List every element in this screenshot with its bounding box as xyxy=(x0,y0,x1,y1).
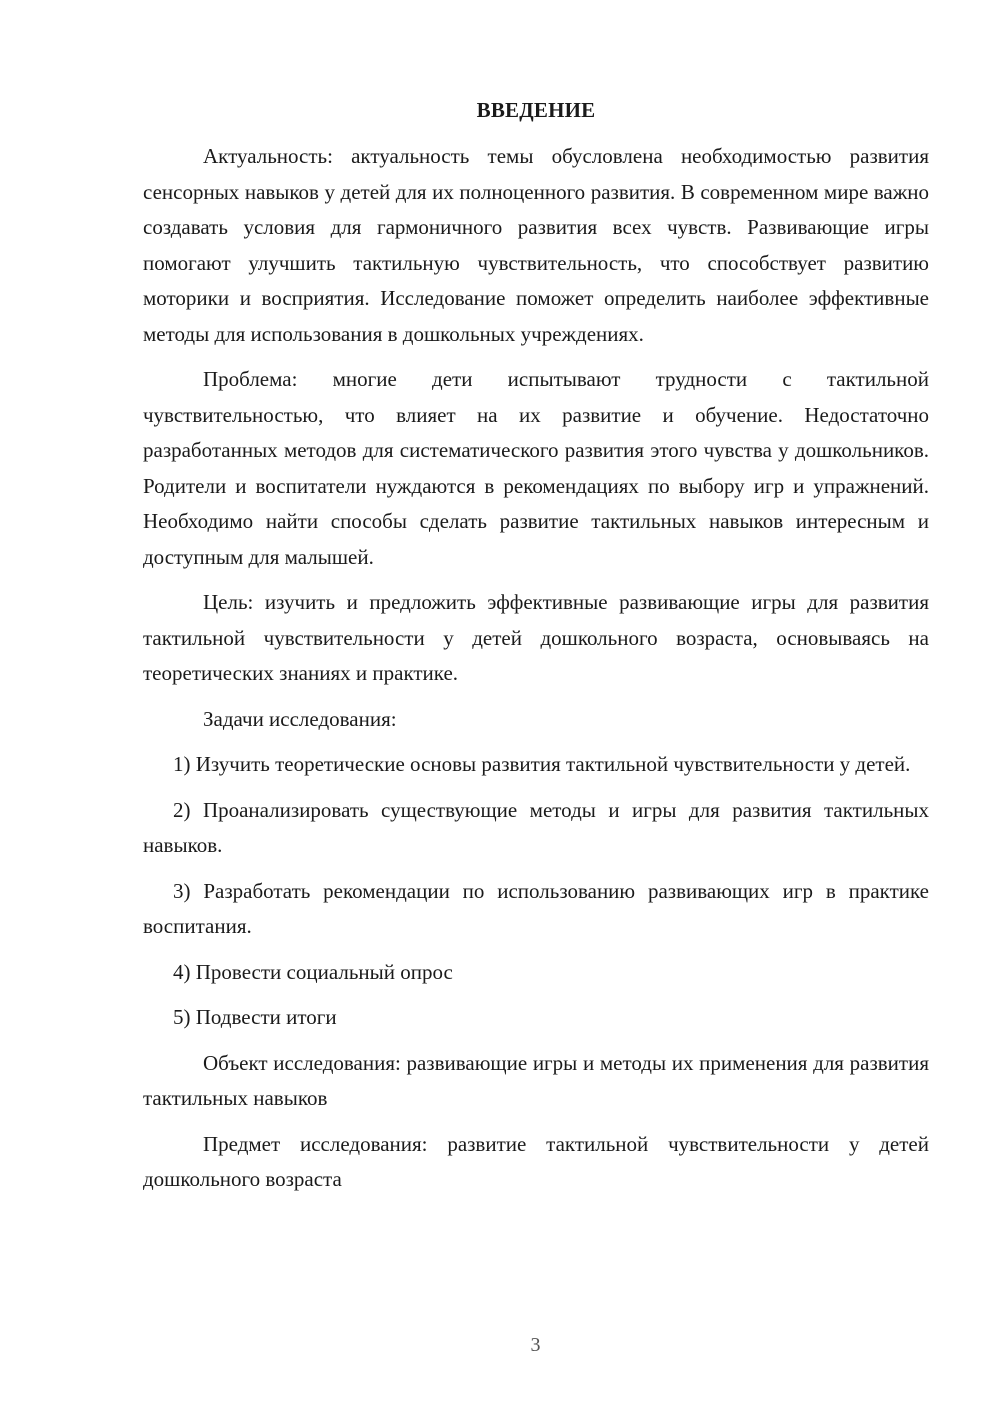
task-item-1: 1) Изучить теоретические основы развития тактильной чувствительности у детей. xyxy=(173,752,911,776)
tasks-heading: Задачи исследования: xyxy=(203,706,397,731)
paragraph-object: Объект исследования: развивающие игры и методы их применения для развития тактильных навыков xyxy=(143,1050,929,1110)
paragraph-goal: Цель: изучить и предложить эффективные развивающие игры для развития тактильной чувствительности у детей дошкольного возраста, основываясь на теоретических знаниях и практике. xyxy=(143,590,929,685)
paragraph-relevance: Актуальность: актуальность темы обусловлена необходимостью развития сенсорных навыков у детей для их полноценного развития. В современном мире важно создавать условия для гармоничного развития всех чувств. Развивающие игры помогают улучшить тактильную чувствительность, что способствует развитию моторики и восприятия. Исследование поможет определить наиболее эффективные методы для использования в дошкольных учреждениях. xyxy=(143,144,929,346)
task-item-4: 4) Провести социальный опрос xyxy=(173,959,453,984)
task-item-5: 5) Подвести итоги xyxy=(173,1005,337,1029)
paragraph-problem: Проблема: многие дети испытывают трудности с тактильной чувствительностью, что влияет на их развитие и обучение. Недостаточно разработанных методов для систематического развития этого чувства у дошкольников. Родители и воспитатели нуждаются в рекомендациях по выбору игр и упражнений. Необходимо найти способы сделать развитие тактильных навыков интересным и доступным для малышей. xyxy=(143,367,929,569)
page-number: 3 xyxy=(530,1334,541,1356)
paragraph-subject: Предмет исследования: развитие тактильной чувствительности у детей дошкольного возраста xyxy=(143,1131,929,1191)
task-item-2: 2) Проанализировать существующие методы и игры для развития тактильных навыков. xyxy=(143,797,929,857)
section-title: ВВЕДЕНИЕ xyxy=(476,98,596,122)
page-content xyxy=(143,95,929,1208)
task-item-3: 3) Разработать рекомендации по использованию развивающих игр в практике воспитания. xyxy=(143,878,929,938)
